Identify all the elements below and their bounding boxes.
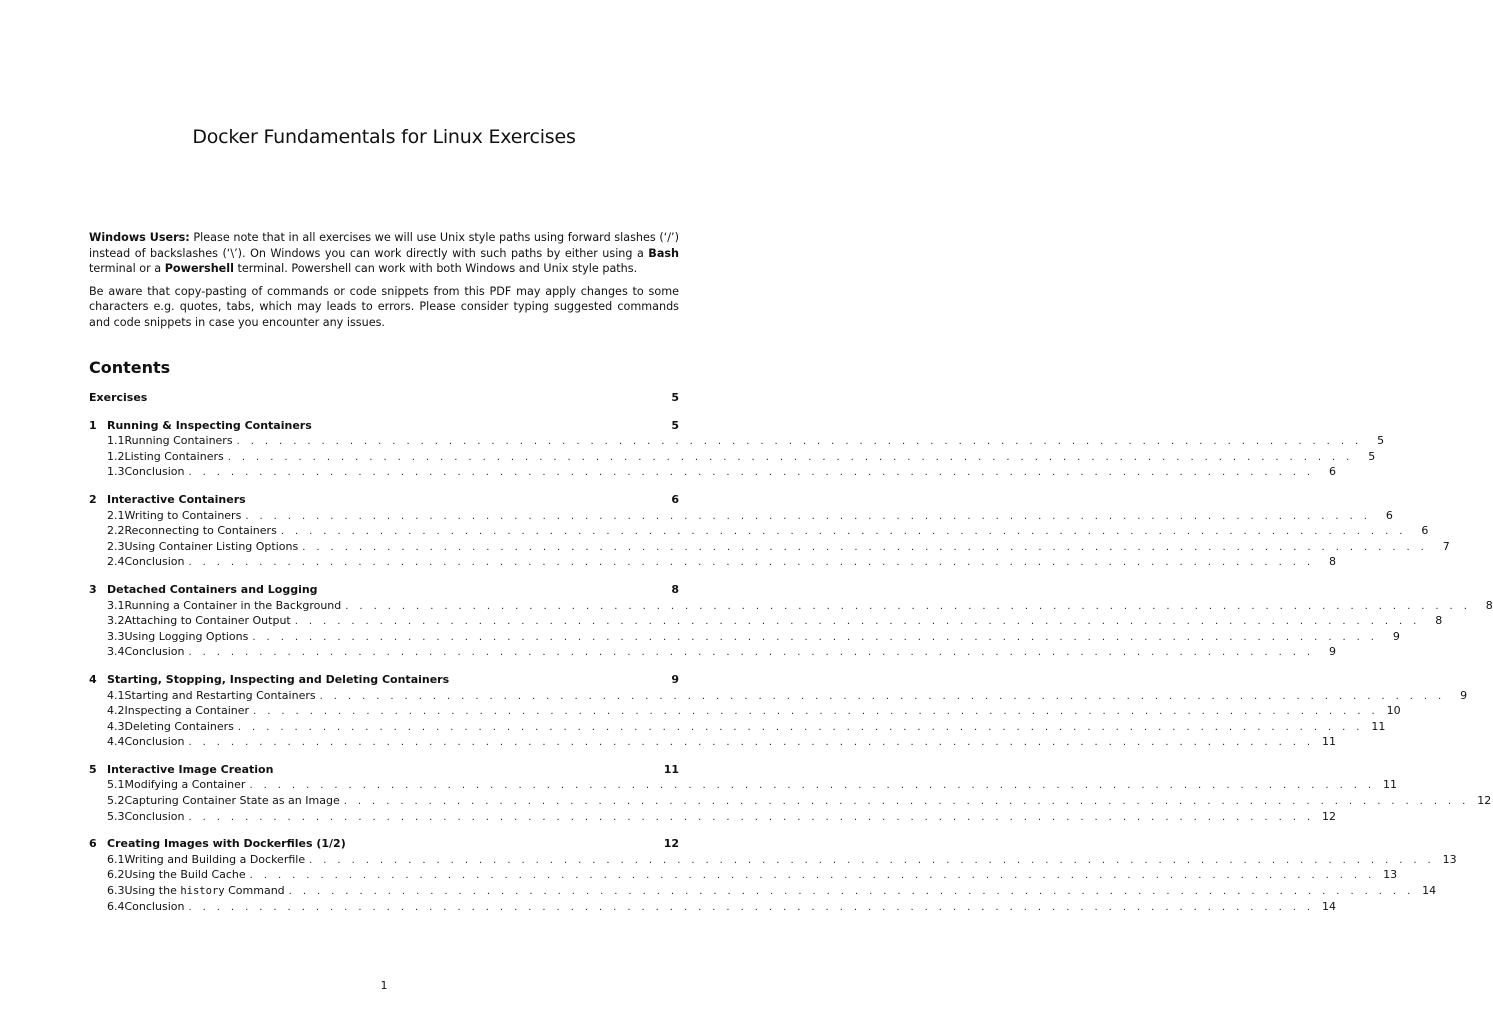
toc-chapter-4[interactable] (89, 672, 679, 688)
toc-chapter-2[interactable] (89, 492, 679, 508)
toc-section-6-1[interactable] (89, 852, 1457, 868)
toc-section-label: Conclusion (124, 735, 185, 749)
toc-chapter-3[interactable] (89, 582, 679, 598)
toc-page-number: 12 (1321, 809, 1336, 823)
toc-section-number: 3.4 (107, 645, 125, 659)
toc-section-number: 3.1 (107, 598, 125, 612)
toc-section-6-3[interactable] (89, 883, 1437, 899)
toc-section-label: Attaching to Container Output (124, 614, 291, 628)
toc-section-5-1[interactable] (89, 777, 1397, 793)
toc-page-number: 7 (1442, 539, 1450, 553)
toc-page-number: 6 (671, 492, 679, 506)
toc-leader-dots: . . . . . . . . . . . . . . . . . . . . . . . . . . . . . . . . . . . . . . . . . . . . . . . . . . . . . . . . . . . . . . . . . . . . . . . . . . . . . . . . (309, 854, 1435, 866)
toc-section-label: Using the Build Cache (124, 868, 246, 882)
toc-section-6-2[interactable] (89, 867, 1398, 883)
toc-section-5-2[interactable] (89, 793, 1492, 809)
toc-section-label: Capturing Container State as an Image (124, 794, 340, 808)
toc-section-label: Modifying a Container (124, 778, 246, 792)
toc-page-number: 5 (671, 391, 679, 404)
toc-page-number: 9 (671, 672, 679, 686)
toc-chapter-number: 5 (89, 762, 97, 776)
toc-section-2-2[interactable] (89, 523, 1429, 539)
toc-section-label: Deleting Containers (124, 719, 234, 733)
toc-section-4-3[interactable] (89, 719, 1386, 735)
toc-leader-dots: . . . . . . . . . . . . . . . . . . . . . . . . . . . . . . . . . . . . . . . . . . . . . . . . . . . . . . . . . . . . . . . . . . . . . . . . . . . . . . . . (280, 526, 1407, 538)
toc-leader-dots: . . . . . . . . . . . . . . . . . . . . . . . . . . . . . . . . . . . . . . . . . . . . . . . . . . . . . . . . . . . . . . . . . . . . . . . . . . . . . . . . (343, 796, 1470, 808)
toc-chapter-number: 1 (89, 418, 97, 432)
windows-users-note: Windows Users: Please note that in all exercises we will use Unix style paths using forward slashes (‘/’) instead of backslashes (‘\’). On Windows you can work directly with such paths by either using a Bash terminal or a Powershell terminal. Powershell can work with both Windows and Unix style paths. (89, 231, 679, 275)
toc-section-number: 5.3 (107, 809, 125, 823)
toc-section-1-2[interactable] (89, 449, 1376, 465)
page-number: 1 (380, 979, 388, 992)
toc-chapter-label: Interactive Image Creation (107, 762, 274, 776)
toc-section-number: 2.2 (107, 524, 125, 538)
toc-section-3-3[interactable] (89, 629, 1400, 645)
toc-part-label: Exercises (89, 391, 148, 404)
toc-section-label: Writing to Containers (124, 508, 242, 522)
toc-section-number: 2.3 (107, 539, 125, 553)
toc-chapter-number: 6 (89, 837, 97, 851)
toc-section-label: Running a Container in the Background (124, 598, 342, 612)
toc-section-number: 6.2 (107, 868, 125, 882)
toc-section-label: Using the history Command (124, 884, 285, 898)
toc-chapter-label: Creating Images with Dockerfiles (1/2) (107, 837, 346, 851)
toc-leader-dots: . . . . . . . . . . . . . . . . . . . . . . . . . . . . . . . . . . . . . . . . . . . . . . . . . . . . . . . . . . . . . . . . . . . . . . . . . . . . . . . . (188, 647, 1314, 659)
toc-leader-dots: . . . . . . . . . . . . . . . . . . . . . . . . . . . . . . . . . . . . . . . . . . . . . . . . . . . . . . . . . . . . . . . . . . . . . . . . . . . . . . . . (188, 737, 1314, 749)
document-title: Docker Fundamentals for Linux Exercises (192, 126, 576, 148)
toc-page-number: 8 (671, 582, 679, 596)
toc-section-label: Conclusion (124, 809, 185, 823)
toc-section-label: Reconnecting to Containers (124, 524, 277, 538)
toc-page-number: 11 (1382, 778, 1397, 792)
toc-chapter-6[interactable] (89, 836, 679, 852)
toc-chapter-number: 3 (89, 582, 97, 596)
toc-page-number: 14 (1321, 899, 1336, 913)
table-of-contents (89, 390, 1493, 914)
toc-part-exercises[interactable] (89, 390, 679, 406)
toc-leader-dots: . . . . . . . . . . . . . . . . . . . . . . . . . . . . . . . . . . . . . . . . . . . . . . . . . . . . . . . . . . . . . . . . . . . . . . . . . . . . . . . . (188, 557, 1314, 569)
toc-leader-dots: . . . . . . . . . . . . . . . . . . . . . . . . . . . . . . . . . . . . . . . . . . . . . . . . . . . . . . . . . . . . . . . . . . . . . . . . . . . . . . . . (188, 811, 1314, 823)
toc-leader-dots: . . . . . . . . . . . . . . . . . . . . . . . . . . . . . . . . . . . . . . . . . . . . . . . . . . . . . . . . . . . . . . . . . . . . . . . . . . . . . . . . (249, 780, 1375, 792)
toc-section-3-1[interactable] (89, 598, 1493, 614)
copy-paste-warning: Be aware that copy-pasting of commands or code snippets from this PDF may apply changes to some characters e.g. quotes, tabs, which may leads to errors. Please consider typing suggested commands and code snippets in case you encounter any issues. (89, 284, 679, 329)
toc-chapter-label: Starting, Stopping, Inspecting and Deleting Containers (107, 672, 450, 686)
toc-page-number: 12 (1477, 794, 1492, 808)
toc-page-number: 9 (1328, 645, 1336, 659)
toc-chapter-1[interactable] (89, 418, 679, 434)
toc-leader-dots: . . . . . . . . . . . . . . . . . . . . . . . . . . . . . . . . . . . . . . . . . . . . . . . . . . . . . . . . . . . . . . . . . . . . . . . . . . . . . . . . (237, 721, 1364, 733)
toc-section-number: 4.1 (107, 688, 125, 702)
inline-code: history (180, 885, 225, 898)
toc-section-1-3[interactable] (89, 464, 1336, 480)
toc-section-number: 4.4 (107, 735, 125, 749)
toc-section-3-4[interactable] (89, 644, 1336, 660)
toc-section-number: 1.3 (107, 465, 125, 479)
toc-section-number: 4.3 (107, 719, 125, 733)
toc-section-label: Using Logging Options (124, 629, 249, 643)
toc-page-number: 5 (1377, 434, 1385, 448)
toc-chapter-label: Detached Containers and Logging (107, 582, 318, 596)
toc-section-number: 2.4 (107, 555, 125, 569)
toc-section-number: 1.1 (107, 434, 125, 448)
toc-leader-dots: . . . . . . . . . . . . . . . . . . . . . . . . . . . . . . . . . . . . . . . . . . . . . . . . . . . . . . . . . . . . . . . . . . . . . . . . . . . . . . . . (252, 631, 1378, 643)
toc-leader-dots: . . . . . . . . . . . . . . . . . . . . . . . . . . . . . . . . . . . . . . . . . . . . . . . . . . . . . . . . . . . . . . . . . . . . . . . . . . . . . . . . (253, 706, 1379, 718)
toc-page-number: 8 (1435, 614, 1443, 628)
toc-chapter-number: 4 (89, 672, 97, 686)
toc-page-number: 5 (671, 418, 679, 432)
toc-leader-dots: . . . . . . . . . . . . . . . . . . . . . . . . . . . . . . . . . . . . . . . . . . . . . . . . . . . . . . . . . . . . . . . . . . . . . . . . . . . . . . . . (319, 690, 1446, 702)
contents-heading: Contents (89, 358, 171, 377)
toc-page-number: 11 (1321, 735, 1336, 749)
document-page (89, 0, 1493, 1024)
toc-section-label: Starting and Restarting Containers (124, 688, 316, 702)
toc-section-label: Using Container Listing Options (124, 539, 299, 553)
toc-page-number: 12 (663, 837, 679, 851)
toc-section-4-1[interactable] (89, 688, 1468, 704)
toc-section-label: Conclusion (124, 645, 185, 659)
toc-section-2-3[interactable] (89, 539, 1450, 555)
toc-section-label: Listing Containers (124, 449, 224, 463)
toc-leader-dots: . . . . . . . . . . . . . . . . . . . . . . . . . . . . . . . . . . . . . . . . . . . . . . . . . . . . . . . . . . . . . . . . . . . . . . . . . . . . . . . . (302, 541, 1428, 553)
toc-leader-dots: . . . . . . . . . . . . . . . . . . . . . . . . . . . . . . . . . . . . . . . . . . . . . . . . . . . . . . . . . . . . . . . . . . . . . . . . . . . . . . . . (345, 600, 1471, 612)
toc-section-4-4[interactable] (89, 734, 1336, 750)
toc-section-label: Inspecting a Container (124, 704, 250, 718)
toc-page-number: 8 (1485, 598, 1493, 612)
toc-section-number: 3.3 (107, 629, 125, 643)
toc-leader-dots: . . . . . . . . . . . . . . . . . . . . . . . . . . . . . . . . . . . . . . . . . . . . . . . . . . . . . . . . . . . . . . . . . . . . . . . . . . . . . . . . (288, 886, 1415, 898)
toc-section-2-4[interactable] (89, 554, 1336, 570)
toc-chapter-5[interactable] (89, 762, 679, 778)
windows-users-label: Windows Users: (89, 231, 190, 244)
toc-section-3-2[interactable] (89, 613, 1443, 629)
toc-page-number: 6 (1385, 508, 1393, 522)
toc-section-number: 4.2 (107, 704, 125, 718)
toc-section-number: 3.2 (107, 614, 125, 628)
toc-section-6-4[interactable] (89, 899, 1336, 915)
toc-page-number: 14 (1422, 884, 1437, 898)
toc-section-label: Conclusion (124, 899, 185, 913)
toc-section-number: 2.1 (107, 508, 125, 522)
toc-page-number: 5 (1368, 449, 1376, 463)
toc-section-2-1[interactable] (89, 508, 1393, 524)
toc-section-1-1[interactable] (89, 433, 1385, 449)
toc-page-number: 9 (1392, 629, 1400, 643)
toc-section-label: Running Containers (124, 434, 233, 448)
toc-section-number: 5.1 (107, 778, 125, 792)
toc-page-number: 10 (1386, 704, 1401, 718)
toc-section-number: 6.4 (107, 899, 125, 913)
toc-page-number: 11 (1371, 719, 1386, 733)
toc-chapter-label: Interactive Containers (107, 492, 246, 506)
toc-section-number: 5.2 (107, 794, 125, 808)
toc-page-number: 11 (663, 762, 679, 776)
toc-chapter-label: Running & Inspecting Containers (107, 418, 312, 432)
notice-block (89, 230, 679, 337)
toc-leader-dots: . . . . . . . . . . . . . . . . . . . . . . . . . . . . . . . . . . . . . . . . . . . . . . . . . . . . . . . . . . . . . . . . . . . . . . . . . . . . . . . . (245, 510, 1371, 522)
toc-section-number: 6.3 (107, 884, 125, 898)
toc-leader-dots: . . . . . . . . . . . . . . . . . . . . . . . . . . . . . . . . . . . . . . . . . . . . . . . . . . . . . . . . . . . . . . . . . . . . . . . . . . . . . . . . (227, 451, 1354, 463)
toc-section-label: Conclusion (124, 555, 185, 569)
toc-page-number: 13 (1442, 852, 1457, 866)
toc-leader-dots: . . . . . . . . . . . . . . . . . . . . . . . . . . . . . . . . . . . . . . . . . . . . . . . . . . . . . . . . . . . . . . . . . . . . . . . . . . . . . . . . (294, 616, 1421, 628)
toc-leader-dots: . . . . . . . . . . . . . . . . . . . . . . . . . . . . . . . . . . . . . . . . . . . . . . . . . . . . . . . . . . . . . . . . . . . . . . . . . . . . . . . . (249, 870, 1376, 882)
toc-section-label: Writing and Building a Dockerfile (124, 852, 306, 866)
toc-page-number: 8 (1328, 555, 1336, 569)
toc-leader-dots: . . . . . . . . . . . . . . . . . . . . . . . . . . . . . . . . . . . . . . . . . . . . . . . . . . . . . . . . . . . . . . . . . . . . . . . . . . . . . . . . (236, 436, 1363, 448)
toc-chapter-number: 2 (89, 492, 97, 506)
toc-page-number: 6 (1328, 465, 1336, 479)
toc-section-5-3[interactable] (89, 809, 1336, 825)
toc-section-label: Conclusion (124, 465, 185, 479)
toc-page-number: 9 (1460, 688, 1468, 702)
toc-page-number: 6 (1421, 524, 1429, 538)
toc-section-number: 1.2 (107, 449, 125, 463)
toc-leader-dots: . . . . . . . . . . . . . . . . . . . . . . . . . . . . . . . . . . . . . . . . . . . . . . . . . . . . . . . . . . . . . . . . . . . . . . . . . . . . . . . . (188, 901, 1314, 913)
toc-section-number: 6.1 (107, 852, 125, 866)
toc-leader-dots: . . . . . . . . . . . . . . . . . . . . . . . . . . . . . . . . . . . . . . . . . . . . . . . . . . . . . . . . . . . . . . . . . . . . . . . . . . . . . . . . (188, 467, 1314, 479)
toc-page-number: 13 (1383, 868, 1398, 882)
toc-section-4-2[interactable] (89, 703, 1401, 719)
